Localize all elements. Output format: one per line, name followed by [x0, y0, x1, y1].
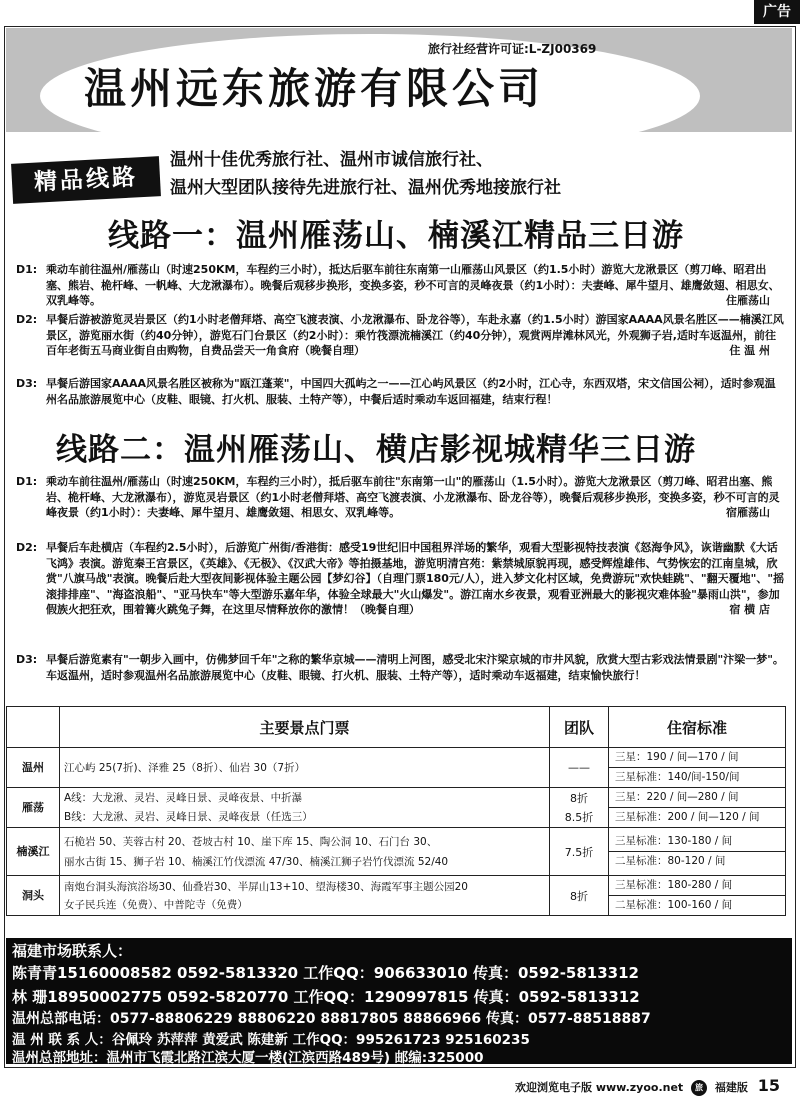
day-label: D2:	[16, 541, 38, 554]
tickets-cell	[60, 748, 550, 788]
day-text: 乘动车前往温州/雁荡山（时速250KM，车程约三小时），抵后驱车前往"东南第一山"的雁荡山（1.5小时）。游览大龙湫景区（剪刀峰、昭君出塞、熊岩、桅杆峰、大龙湫瀑布），游览灵岩景区（约1小时老僧拜塔、高空飞渡表演、小龙湫瀑布、卧龙谷等），晚餐后观移步换形，变换多姿，秒不可言的灵峰夜景（约1小时）：夫妻峰、犀牛望月、雄鹰敛翅、相思女、双乳峰等。	[46, 475, 780, 520]
table-header: 住宿标准	[609, 707, 786, 748]
tickets-cell	[60, 788, 550, 828]
ad-tag: 广告	[754, 0, 800, 24]
region-cell: 温州	[7, 748, 60, 788]
day-label: D2:	[16, 313, 38, 326]
day-text: 早餐后游被游览灵岩景区（约1小时老僧拜塔、高空飞渡表演、小龙湫瀑布、卧龙谷等），车赴永嘉（约1.5小时）游国家AAAA风景名胜区——楠溪江风景区，游览丽水街（约40分钟），游览石门台景区（约2小时）：乘竹筏漂流楠溪江（约40分钟），观赏两岸滩林风光，外观狮子岩,适时车返温州，前往百年老街五马商业街自由购物，自费品尝天一角食府（晚餐自理）	[46, 313, 784, 358]
honor-line: 温州十佳优秀旅行社、温州市诚信旅行社、	[170, 150, 493, 170]
day-label: D1:	[16, 263, 38, 276]
ticket-line: 南炮台洞头海滨浴场30、仙叠岩30、半屏山13+10、望海楼30、海霞军事主题公园20	[64, 880, 468, 893]
std-line: 三星：190 / 间—170 / 间	[609, 748, 785, 768]
contacts-panel	[6, 938, 792, 1064]
tickets-accommodation-table	[6, 706, 792, 926]
ticket-line: 江心屿 25(7折)、泽雅 25（8折）、仙岩 30（7折）	[64, 762, 306, 774]
team-cell	[550, 788, 609, 828]
day-text: 早餐后车赴横店（车程约2.5小时），后游览广州街/香港街：感受19世纪旧中国租界洋场的繁华，观看大型影视特技表演《怒海争风》，诙谐幽默《大话飞鸿》表演。游览秦王宫景区，《英雄》、《无极》、《汉武大帝》等拍摄基地，游览明清宫苑：紫禁城原貌再现，感受辉煌雄伟、气势恢宏的江南皇城，欣赏"八旗马战"表演。晚餐后赴大型夜间影视体验主题公园【梦幻谷】（自理门票180元/人），进入梦文化村区域，免费游玩"欢快蛙跳"、"翻天覆地"、"摇滚排排座"、"海盗浪船"、"亚马快车"等大型游乐嘉年华，体验全球最大"火山爆发"。游江南水乡夜景，观看亚洲最大的影视灾难体验"暴雨山洪"，参加假族火把狂欢，围着篝火跳兔子舞，在这里尽情释放你的激情！（晚餐自理）	[46, 541, 785, 617]
day-stay: 宿雁荡山	[726, 506, 770, 520]
featured-routes-badge: 精品线路	[11, 156, 161, 204]
region-cell: 雁荡	[7, 788, 60, 828]
team-line: 8.5折	[564, 810, 594, 824]
region-cell: 楠溪江	[7, 828, 60, 876]
team-cell: 8折	[550, 876, 609, 916]
ticket-line: A线：大龙湫、灵岩、灵峰日景、灵峰夜景、中折瀑	[64, 791, 303, 804]
day-text: 早餐后游览素有"一朝步入画中，仿佛梦回千年"之称的繁华京城——清明上河图，感受北宋汴梁京城的市井风貌，欣赏大型古彩戏法情景剧"汴梁一梦"。车返温州，适时参观温州名品旅游展览中心（皮鞋、眼镜、打火机、服装、土特产等），适时乘动车返福建，结束愉快旅行！	[46, 653, 784, 682]
company-name: 温州远东旅游有限公司	[84, 64, 545, 113]
route1-day2	[16, 312, 786, 359]
tickets-cell	[60, 876, 550, 916]
std-cell	[609, 788, 786, 828]
tickets-cell	[60, 828, 550, 876]
std-line: 三星标准：200 / 间—120 / 间	[615, 811, 760, 823]
std-line: 三星标准：140/间-150/间	[615, 771, 740, 783]
std-line: 三星标准：180-280 / 间	[609, 876, 785, 896]
route2-day1	[16, 474, 786, 521]
team-cell: 7.5折	[550, 828, 609, 876]
std-cell	[609, 748, 786, 788]
footer-url: 欢迎浏览电子版 www.zyoo.net	[514, 1081, 684, 1094]
std-line: 二星标准：80-120 / 间	[615, 855, 726, 867]
day-text: 早餐后游国家AAAA风景名胜区被称为"瓯江蓬莱"，中国四大孤屿之一——江心屿风景区（约2小时，江心寺，东西双塔，宋文信国公祠），适时参观温州名品旅游展览中心（皮鞋、眼镜、打火机、服装、土特产等），中餐后适时乘动车返回福建，结束行程！	[46, 377, 776, 406]
day-label: D3:	[16, 653, 38, 666]
std-line: 三星标准：130-180 / 间	[609, 832, 785, 852]
table-row	[7, 748, 786, 788]
day-label: D3:	[16, 377, 38, 390]
std-line: 三星：220 / 间—280 / 间	[609, 788, 785, 808]
ticket-line: B线：大龙湫、灵岩、灵峰日景、灵峰夜景（任选三）	[64, 810, 313, 823]
day-text: 乘动车前往温州/雁荡山（时速250KM，车程约三小时），抵达后驱车前往东南第一山雁荡山风景区（约1.5小时）游览大龙湫景区（剪刀峰、昭君出塞、熊岩、桅杆峰、一帆峰、大龙湫瀑布）。晚餐后观移步换形，变换多姿，秒不可言的灵峰夜景（约1小时）：夫妻峰、犀牛望月、雄鹰敛翅、相思女、双乳峰等。	[46, 263, 780, 308]
day-stay: 住 温 州	[729, 344, 770, 358]
route1-day1	[16, 262, 786, 309]
honors-list	[170, 146, 561, 202]
std-line: 二星标准：100-160 / 间	[615, 899, 733, 911]
ticket-line: 石桅岩 50、芙蓉古村 20、苍坡古村 10、崖下库 15、陶公洞 10、石门台 30、	[64, 835, 438, 848]
route1-title: 线路一：温州雁荡山、楠溪江精品三日游	[108, 218, 684, 254]
team-cell: ——	[550, 748, 609, 788]
license-number: 旅行社经营许可证:L-ZJ00369	[428, 42, 597, 56]
footer	[515, 1076, 780, 1096]
day-stay: 宿 横 店	[729, 603, 770, 617]
contact-line: 陈青青15160008582 0592-5813320 工作QQ：906633010 传真：0592-5813312	[12, 964, 639, 982]
std-cell	[609, 876, 786, 916]
table-header	[7, 707, 60, 748]
table-header: 主要景点门票	[60, 707, 550, 748]
contact-line: 温 州 联 系 人：谷佩玲 苏萍萍 黄爱武 陈建新 工作QQ：995261723 925160235	[12, 1032, 530, 1048]
ticket-line: 女子民兵连（免费）、中普陀寺（免费）	[64, 898, 248, 911]
ticket-line: 丽水古街 15、狮子岩 10、楠溪江竹伐漂流 47/30、楠溪江狮子岩竹伐漂流 52/40	[64, 855, 449, 868]
route1-day3	[16, 376, 786, 407]
contacts-title: 福建市场联系人：	[12, 942, 133, 960]
honor-line: 温州大型团队接待先进旅行社、温州优秀地接旅行社	[170, 178, 561, 198]
table-row	[7, 788, 786, 828]
route2-day2	[16, 540, 786, 618]
contact-line: 温州总部地址：温州市飞霞北路江滨大厦一楼(江滨西路489号) 邮编:325000	[12, 1050, 484, 1066]
route2-day3	[16, 652, 786, 683]
table-header-row	[7, 707, 786, 748]
contact-line: 林 珊18950002775 0592-5820770 工作QQ：1290997815 传真：0592-5813312	[12, 988, 640, 1006]
table-header: 团队	[550, 707, 609, 748]
table-row	[7, 876, 786, 916]
route2-title: 线路二：温州雁荡山、横店影视城精华三日游	[56, 432, 696, 468]
page-number: 15	[757, 1076, 780, 1095]
table-row	[7, 828, 786, 876]
team-line: 8折	[570, 791, 588, 805]
day-stay: 住雁荡山	[726, 294, 770, 308]
day-label: D1:	[16, 475, 38, 488]
region-cell: 洞头	[7, 876, 60, 916]
footer-edition: 福建版	[714, 1081, 748, 1094]
travel-logo-icon: 旅	[691, 1080, 707, 1096]
std-cell	[609, 828, 786, 876]
contact-line: 温州总部电话：0577-88806229 88806220 88817805 88866966 传真：0577-88518887	[12, 1011, 651, 1027]
